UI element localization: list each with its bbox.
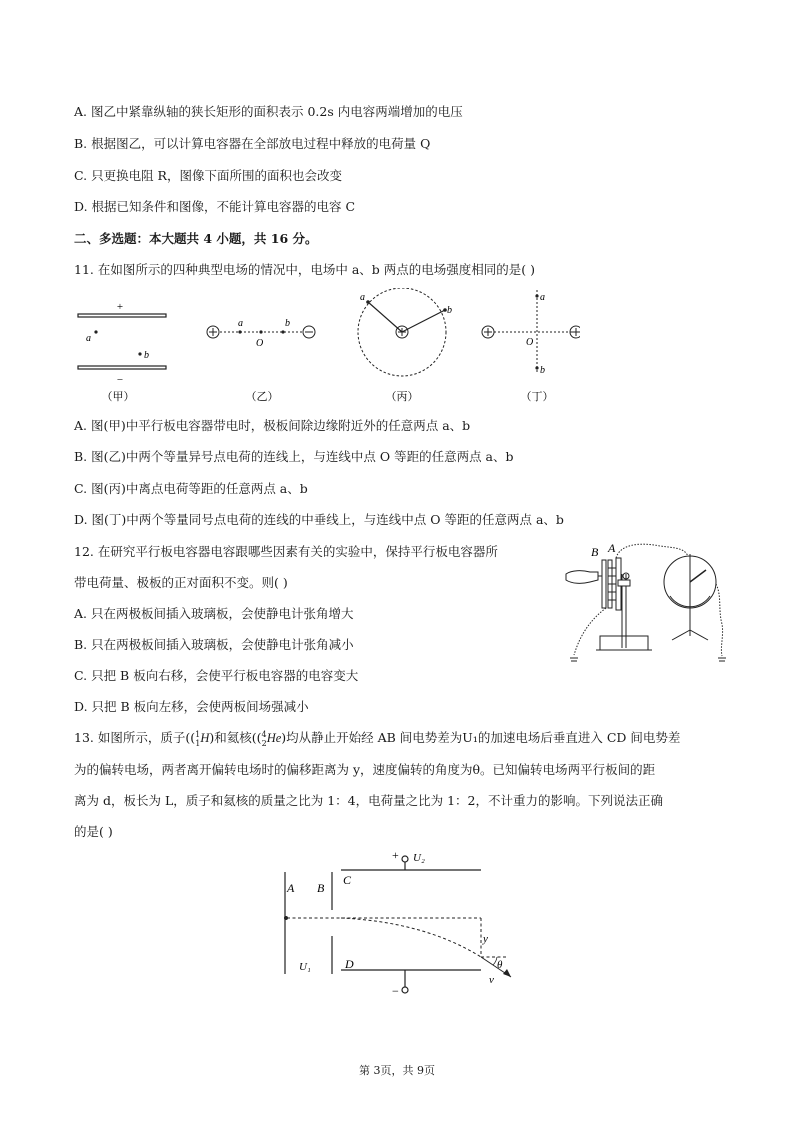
q10-option-c: C. 只更换电阻 R，图像下面所围的面积也会改变 <box>74 168 342 183</box>
jia-point-a <box>94 330 97 333</box>
q13-stem-line3: 离为 d，板长为 L，质子和氦核的质量之比为 1：4，电荷量之比为 1：2，不计重力的影响。下列说法正确 <box>74 793 664 808</box>
label-u1: U₁ <box>299 961 311 973</box>
bing-a-label: a <box>360 292 365 303</box>
plate-a-label: A <box>608 541 616 555</box>
bing-b-label: b <box>447 305 452 316</box>
q12-option-a: A. 只在两极板间插入玻璃板，会使静电计张角增大 <box>74 606 354 621</box>
helium-atomic-number: 2 <box>261 739 267 748</box>
q13-deflection-figure <box>275 842 525 1002</box>
label-plus: + <box>392 848 399 862</box>
q12-stem-line2: 带电荷量、极板的正对面积不变。则( ) <box>74 575 288 590</box>
bing-caption: （丙） <box>385 391 419 403</box>
label-minus: − <box>392 984 399 998</box>
proton-mass-number: 1 <box>195 730 201 739</box>
jia-point-b <box>138 352 141 355</box>
page-footer: 第 3页，共 9页 <box>359 1064 435 1077</box>
yi-o-label: O <box>256 338 264 349</box>
label-a: A <box>287 881 295 895</box>
q12-option-c: C. 只把 B 板向右移，会使平行板电容器的电容变大 <box>74 668 359 683</box>
figure-bing <box>358 288 446 376</box>
q13-line1-b: )和氦核( <box>209 730 257 745</box>
label-theta: θ <box>497 959 503 971</box>
label-c: C <box>343 873 352 887</box>
ding-o-label: O <box>526 337 534 348</box>
q12-apparatus-figure <box>560 540 735 665</box>
q13-line1-a: 13. 如图所示，质子( <box>74 730 191 745</box>
hand-icon <box>566 571 598 584</box>
label-u2: U₂ <box>413 852 425 864</box>
ding-caption: （丁） <box>520 391 554 403</box>
plate-b-label: B <box>591 545 599 559</box>
q10-option-d: D. 根据已知条件和图像，不能计算电容器的电容 C <box>74 199 356 214</box>
q13-stem-line1: 13. 如图所示，质子(($^1_1$H)和氦核(($^4_2$He)均从静止开始经 AB 间电势差为U₁的加速电场后垂直进入 CD 间电势差 <box>74 730 681 748</box>
figure-jia <box>78 314 166 369</box>
velocity-arrowhead <box>503 969 511 977</box>
label-v: v <box>489 974 494 986</box>
yi-point-a <box>238 330 241 333</box>
q10-option-a: A. 图乙中紧靠纵轴的狭长矩形的面积表示 0.2s 内电容两端增加的电压 <box>74 104 463 119</box>
jia-a-label: a <box>86 333 91 344</box>
jia-b-label: b <box>144 350 149 361</box>
section-heading: 二、多选题：本大题共 4 小题，共 16 分。 <box>74 231 318 246</box>
label-b: B <box>317 881 325 895</box>
proton-symbol: H <box>200 731 210 745</box>
ding-b-label: b <box>540 365 545 376</box>
yi-point-o <box>259 330 262 333</box>
figure-ding <box>482 290 580 374</box>
label-d: D <box>345 957 354 971</box>
q13-stem-line4: 的是( ) <box>74 824 113 839</box>
q12-option-b: B. 只在两极板间插入玻璃板，会使静电计张角减小 <box>74 637 354 652</box>
q13-line1-c: )均从静止开始经 AB 间电势差为U₁的加速电场后垂直进入 CD 间电势差 <box>281 730 681 745</box>
particle-source-dot <box>284 916 288 920</box>
ding-a-label: a <box>540 292 545 303</box>
q11-option-c: C. 图(丙)中离点电荷等距的任意两点 a、b <box>74 481 308 496</box>
yi-point-b <box>281 330 284 333</box>
q12-stem-line1: 12. 在研究平行板电容器电容跟哪些因素有关的实验中，保持平行板电容器所 <box>74 544 498 559</box>
jia-plus-label: + <box>116 301 124 313</box>
q11-option-d: D. 图(丁)中两个等量同号点电荷的连线的中垂线上，与连线中点 O 等距的任意两点 a、b <box>74 512 564 527</box>
q11-option-a: A. 图(甲)中平行板电容器带电时，极板间除边缘附近外的任意两点 a、b <box>74 418 471 433</box>
proton-atomic-number: 1 <box>195 739 201 748</box>
q12-option-d: D. 只把 B 板向左移，会使两板间场强减小 <box>74 699 309 714</box>
q10-option-b: B. 根据图乙，可以计算电容器在全部放电过程中释放的电荷量 Q <box>74 136 431 151</box>
q11-option-b: B. 图(乙)中两个等量异号点电荷的连线上，与连线中点 O 等距的任意两点 a、b <box>74 449 514 464</box>
helium-symbol: He <box>266 731 282 745</box>
jia-caption: （甲） <box>101 391 135 403</box>
bing-point-a <box>366 300 370 304</box>
q13-stem-line2: 为的偏转电场，两者离开偏转电场时的偏移距离为 y，速度偏转的角度为θ。已知偏转电场两平行板间的距 <box>74 762 656 777</box>
yi-caption: （乙） <box>245 391 279 403</box>
q11-stem: 11. 在如图所示的四种典型电场的情况中，电场中 a、b 两点的电场强度相同的是( ) <box>74 262 535 277</box>
q11-figure <box>70 288 580 408</box>
label-y: y <box>483 933 488 945</box>
helium-mass-number: 4 <box>261 730 267 739</box>
ding-point-b <box>535 366 538 369</box>
yi-b-label: b <box>285 318 290 329</box>
ding-point-a <box>535 294 538 297</box>
yi-a-label: a <box>238 318 243 329</box>
jia-minus-label: − <box>116 374 124 386</box>
